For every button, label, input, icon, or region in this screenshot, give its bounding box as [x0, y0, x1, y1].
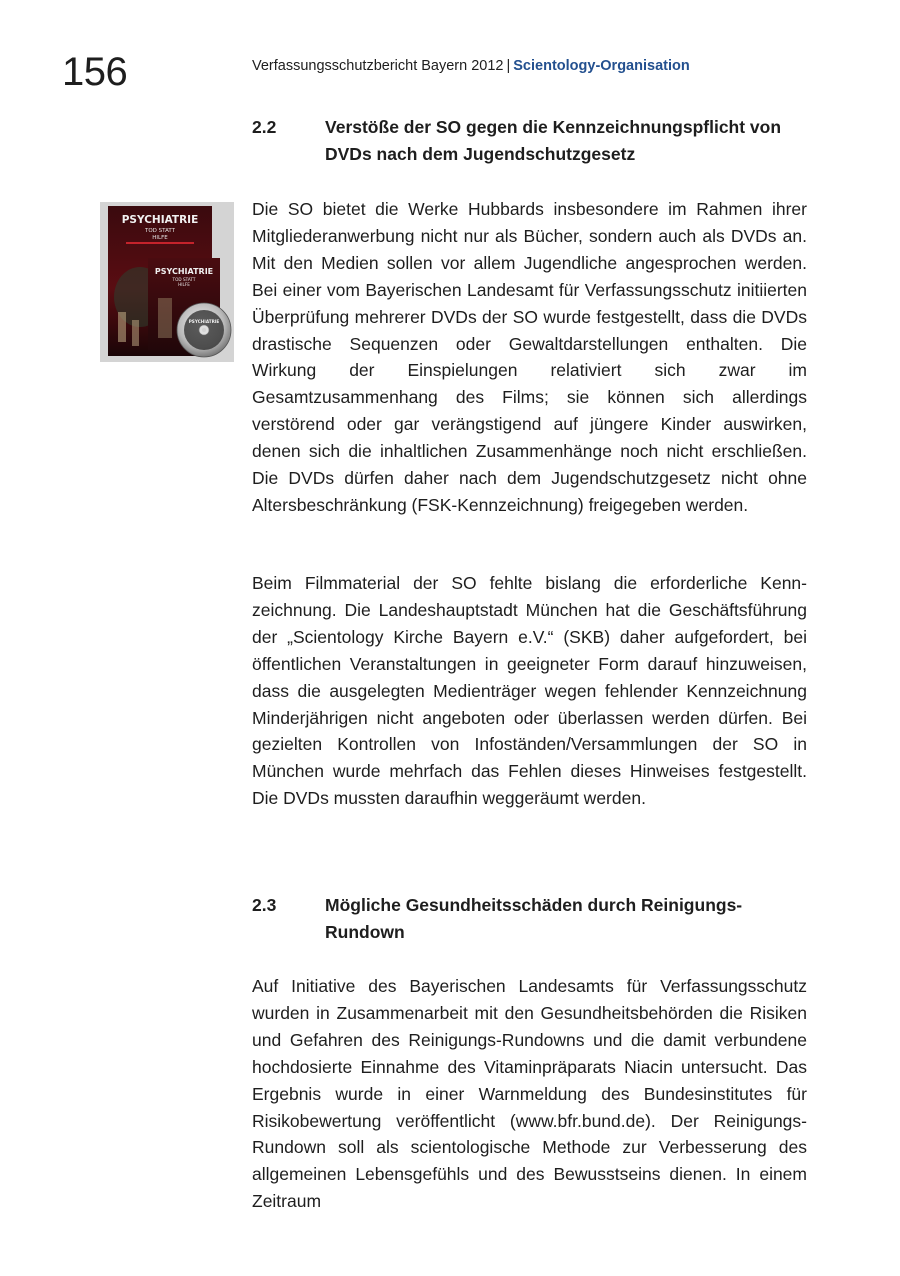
section-number: 2.3	[252, 895, 277, 915]
header-separator: |	[506, 58, 511, 74]
disc-label: PSYCHIATRIE	[188, 319, 220, 324]
body-paragraph: Auf Initiative des Bayerischen Landesamts für Verfassungsschutz wurden in Zusammenarbeit mit den Gesundheitsbehörden die Risiken und Gefahren des Reinigungs-Rundowns und die damit verbundene hochdosierte Einnahme des Vitaminpräparats Niacin untersucht. Das Ergebnis wurde in einer Warnmeldung des Bundesinstitutes für Risikobewertung veröffentlicht (www.bfr.bund.de). Der Reinigungs-Rundown soll als scientologische Methode zur Verbesserung des allgemeinen Lebensgefühls und des Bewusstseins dienen. In einem Zeitraum	[252, 976, 807, 1212]
running-header	[252, 58, 690, 75]
cover-subtitle-2: HILFE	[152, 235, 168, 241]
header-publication: Verfassungsschutzbericht Bayern 2012	[252, 58, 504, 74]
section-heading	[252, 892, 812, 946]
header-section: Scientology-Organisation	[513, 58, 690, 74]
section-heading	[252, 114, 812, 168]
cover-subtitle-1: TOD STATT	[144, 228, 176, 234]
body-paragraph: Beim Filmmaterial der SO fehlte bislang die erforderliche Kennzeichnung. Die Landeshauptstadt München hat die Geschäftsführung der „Scientology Kirche Bayern e.V.“ (SKB) daher aufgefordert, bei öffentlichen Veranstaltungen in geeigneter Form darauf hinzuweisen, dass die ausgelegten Medienträger wegen fehlender Kennzeichnung Minderjährigen nicht angeboten oder überlassen werden dürfen. Bei gezielten Kontrollen von Infoständen/Versammlungen der SO in München wurde mehrfach das Fehlen dieses Hinweises festgestellt. Die DVDs mussten daraufhin weggeräumt werden.	[252, 573, 807, 809]
section-number: 2.2	[252, 117, 277, 137]
small-cover-subtitle-2: HILFE	[178, 282, 190, 287]
page-number: 156	[62, 50, 128, 94]
section-title: Verstöße der SO gegen die Kennzeichnungspflicht von DVDs nach dem Jugendschutzgesetz	[325, 117, 782, 164]
cover-title: PSYCHIATRIE	[121, 214, 199, 226]
body-paragraph: Die SO bietet die Werke Hubbards insbesondere im Rahmen ihrer Mitgliederanwerbung nicht nur als Bücher, sondern auch als DVDs an. Mit den Medien sollen vor allem Jugendliche angesprochen werden. Bei einer vom Bayerischen Landesamt für Verfassungsschutz initiierten Überprüfung mehrerer DVDs der SO wurde festgestellt, dass die DVDs drastische Sequenzen oder Gewaltdarstellungen enthalten. Die Wirkung der Einspielungen relativiert sich zwar im Gesamtzusammenhang des Films; sie können sich allerdings verstörend oder gar verängstigend auf jüngere Kinder auswirken, denen sich die inhaltlichen Zusammenhänge noch nicht erschließen. Die DVDs dürfen daher nach dem Jugendschutzgesetz nicht ohne Altersbeschränkung (FSK-Kennzeichnung) freigegeben werden.	[252, 199, 807, 515]
dvd-cover-image	[100, 202, 234, 362]
small-cover-title: PSYCHIATRIE	[154, 267, 214, 276]
section-title: Mögliche Gesundheitsschäden durch Reinigungs-Rundown	[325, 895, 743, 942]
small-cover-subtitle-1: TOD STATT	[172, 277, 196, 282]
